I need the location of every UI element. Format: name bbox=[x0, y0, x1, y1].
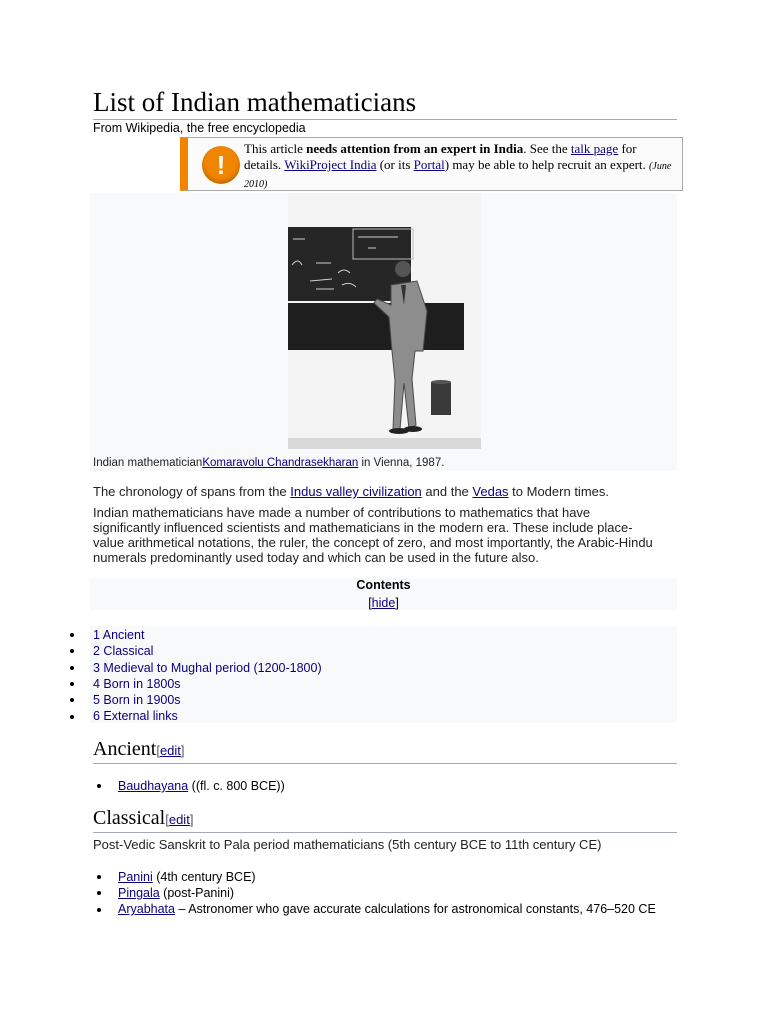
bullet bbox=[70, 715, 74, 719]
toc-hide-toggle: [hide] bbox=[368, 596, 399, 610]
bullet bbox=[70, 649, 74, 653]
toc-item-ancient[interactable]: 1 Ancient bbox=[93, 628, 145, 642]
exclamation-icon: ! bbox=[202, 146, 240, 184]
heading-ancient: Ancient[edit] bbox=[93, 737, 677, 764]
bullet bbox=[70, 698, 74, 702]
indus-valley-link[interactable]: Indus valley civilization bbox=[290, 484, 422, 499]
intro-paragraph-1: The chronology of spans from the Indus valley civilization and the Vedas to Modern times. bbox=[93, 484, 609, 499]
edit-section-classical: [edit] bbox=[165, 812, 194, 827]
table-of-contents bbox=[90, 578, 677, 610]
panini-link[interactable]: Panini bbox=[118, 870, 153, 884]
vedas-link[interactable]: Vedas bbox=[472, 484, 509, 499]
edit-link-classical[interactable]: edit bbox=[168, 812, 190, 827]
notice-text: This article needs attention from an expert in India. See the talk page for details. WikiProject India (or its Portal) may be able to help recruit an expert. (June 2010) bbox=[244, 141, 672, 190]
toc-item-classical[interactable]: 2 Classical bbox=[93, 644, 154, 658]
bullet bbox=[70, 682, 74, 686]
bullet bbox=[97, 875, 101, 879]
pingala-link[interactable]: Pingala bbox=[118, 886, 160, 900]
classical-intro: Post-Vedic Sanskrit to Pala period mathematicians (5th century BCE to 11th century CE) bbox=[93, 837, 602, 852]
portal-link[interactable]: Portal bbox=[413, 157, 445, 172]
list-item-panini: Panini (4th century BCE) bbox=[118, 870, 256, 884]
tagline: From Wikipedia, the free encyclopedia bbox=[93, 121, 306, 135]
page-title: List of Indian mathematicians bbox=[93, 85, 677, 120]
list-item-baudhayana: Baudhayana ((fl. c. 800 BCE)) bbox=[118, 779, 285, 793]
toc-hide-link[interactable]: hide bbox=[371, 596, 396, 610]
aryabhata-link[interactable]: Aryabhata bbox=[118, 902, 175, 916]
edit-section-ancient: [edit] bbox=[156, 743, 185, 758]
toc-item-born-1800s[interactable]: 4 Born in 1800s bbox=[93, 677, 181, 691]
notice-date: (June 2010) bbox=[244, 161, 672, 190]
toc-item-external-links[interactable]: 6 External links bbox=[93, 709, 178, 723]
photo-chandrasekharan[interactable] bbox=[288, 193, 481, 449]
thumbnail-figure bbox=[90, 193, 677, 471]
list-item-aryabhata: Aryabhata – Astronomer who gave accurate calculations for astronomical constants, 476–520 CE bbox=[118, 902, 656, 916]
bullet bbox=[70, 666, 74, 670]
toc-item-medieval[interactable]: 3 Medieval to Mughal period (1200-1800) bbox=[93, 661, 322, 675]
expert-needed-notice bbox=[180, 137, 683, 191]
baudhayana-link[interactable]: Baudhayana bbox=[118, 779, 189, 793]
toc-title: Contents bbox=[356, 578, 411, 592]
bullet bbox=[97, 891, 101, 895]
figure-caption: Indian mathematicianKomaravolu Chandrasekharan in Vienna, 1987. bbox=[93, 457, 445, 469]
caption-link-chandrasekharan[interactable]: Komaravolu Chandrasekharan bbox=[202, 457, 359, 469]
list-item-pingala: Pingala (post-Panini) bbox=[118, 886, 235, 900]
bullet bbox=[97, 908, 101, 912]
toc-item-born-1900s[interactable]: 5 Born in 1900s bbox=[93, 693, 181, 707]
bullet bbox=[97, 784, 101, 788]
wikiproject-india-link[interactable]: WikiProject India bbox=[284, 157, 377, 172]
bullet bbox=[70, 633, 74, 637]
notice-bold: needs attention from an expert in India bbox=[306, 141, 524, 156]
talk-page-link[interactable]: talk page bbox=[570, 141, 619, 156]
edit-link-ancient[interactable]: edit bbox=[159, 743, 181, 758]
intro-paragraph-2: Indian mathematicians have made a number of contributions to mathematics that have significantly influenced scientists and mathematicians in the modern era. These include place-value arithmetical notations, the ruler, the concept of zero, and most importantly, the Arabic-Hindu numerals predominantly used today and which can be used in the future also. bbox=[93, 505, 653, 565]
heading-classical: Classical[edit] bbox=[93, 806, 677, 833]
